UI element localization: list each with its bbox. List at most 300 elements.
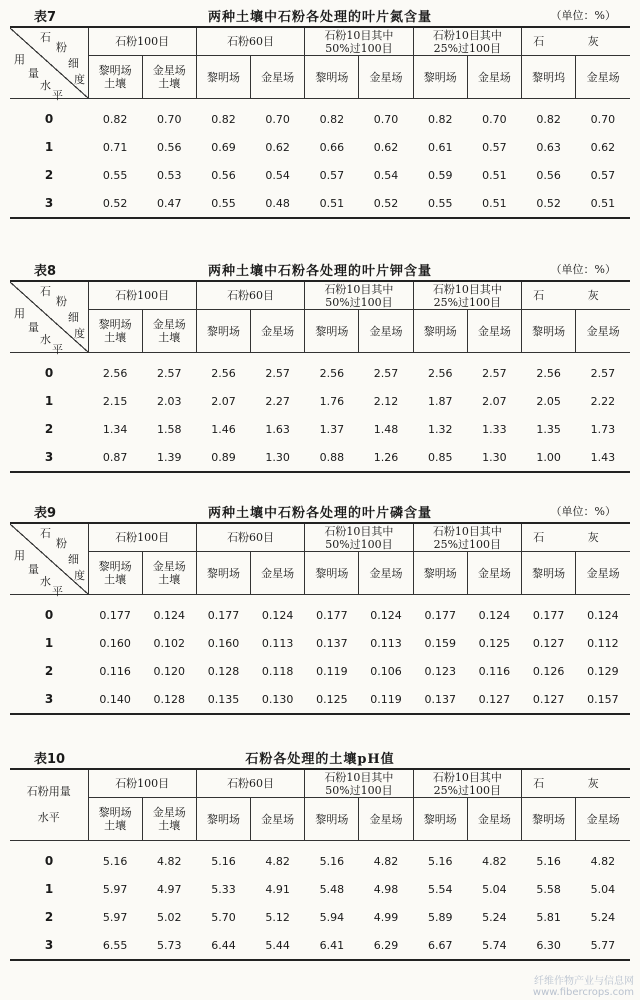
level-cell: 1 <box>44 882 54 896</box>
sub-header: 金星场土壤 <box>142 798 196 841</box>
sub-header: 黎明场 <box>196 310 250 353</box>
table-body <box>10 99 630 219</box>
table-row <box>10 161 630 189</box>
sub-header: 黎明场 <box>413 310 467 353</box>
value-cell: 6.29 <box>373 938 399 952</box>
value-cell: 0.124 <box>153 608 186 622</box>
sub-header: 金星场 <box>359 552 413 595</box>
corner-char: 石 <box>40 31 51 44</box>
value-cell: 2.57 <box>482 366 507 380</box>
value-cell: 0.56 <box>536 168 561 182</box>
value-cell: 1.58 <box>157 422 182 436</box>
group-header: 石 灰 <box>522 769 630 798</box>
value-cell: 1.34 <box>102 422 128 436</box>
value-cell: 1.30 <box>482 450 507 464</box>
value-cell: 0.160 <box>99 636 131 650</box>
value-cell: 0.63 <box>536 140 561 154</box>
value-cell: 5.97 <box>102 910 128 924</box>
corner-char: 平 <box>52 585 63 598</box>
corner-char: 粉 <box>56 41 67 54</box>
value-cell: 0.124 <box>261 608 294 622</box>
value-cell: 5.74 <box>482 938 507 952</box>
table-number: 表9 <box>34 506 57 521</box>
table-row <box>10 415 630 443</box>
value-cell: 0.51 <box>482 168 507 182</box>
value-cell: 1.76 <box>319 394 345 408</box>
table-7-section <box>10 4 630 219</box>
sub-header: 金星场 <box>576 310 630 353</box>
sub-header: 黎明场土壤 <box>88 552 142 595</box>
value-cell: 0.70 <box>265 112 290 126</box>
table-9-caption <box>10 500 630 522</box>
value-cell: 1.26 <box>373 450 399 464</box>
value-cell: 0.124 <box>587 608 619 622</box>
table-title: 石粉各处理的土壤pH值 <box>245 752 395 767</box>
table-row <box>10 685 630 714</box>
value-cell: 1.35 <box>536 422 561 436</box>
group-header: 石 灰 <box>522 523 630 552</box>
corner-char: 细 <box>68 553 79 566</box>
value-cell: 5.58 <box>536 882 561 896</box>
sub-header: 黎明场 <box>196 798 250 841</box>
value-cell: 5.54 <box>427 882 453 896</box>
value-cell: 0.69 <box>211 140 236 154</box>
sub-header: 黎明场 <box>413 56 467 99</box>
value-cell: 5.16 <box>427 854 453 868</box>
value-cell: 6.30 <box>536 938 561 952</box>
group-header: 石粉10目其中50%过100目 <box>305 281 413 310</box>
value-cell: 0.159 <box>424 636 456 650</box>
value-cell: 0.102 <box>153 636 186 650</box>
value-cell: 0.70 <box>373 112 399 126</box>
value-cell: 4.82 <box>157 854 182 868</box>
value-cell: 1.30 <box>265 450 290 464</box>
corner-char: 用 <box>14 549 25 562</box>
table-body <box>10 353 630 473</box>
sub-header: 黎明场 <box>196 56 250 99</box>
value-cell: 5.77 <box>590 938 616 952</box>
group-header: 石粉10目其中25%过100目 <box>413 27 521 56</box>
value-cell: 5.81 <box>536 910 561 924</box>
value-cell: 0.47 <box>157 196 182 210</box>
value-cell: 0.124 <box>478 608 511 622</box>
level-cell: 3 <box>44 196 54 210</box>
table-7-caption <box>10 4 630 26</box>
table-row <box>10 443 630 472</box>
header-corner <box>10 523 88 598</box>
value-cell: 0.87 <box>102 450 128 464</box>
value-cell: 0.57 <box>319 168 345 182</box>
value-cell: 0.119 <box>370 692 402 706</box>
header-corner <box>10 27 88 102</box>
table-body <box>10 595 630 715</box>
sub-header: 金星场 <box>576 798 630 841</box>
value-cell: 0.54 <box>265 168 290 182</box>
corner-char: 用 <box>14 53 25 66</box>
table-8-caption <box>10 258 630 280</box>
level-cell: 2 <box>44 910 54 924</box>
sub-header: 金星场 <box>576 552 630 595</box>
sub-header: 金星场 <box>251 56 305 99</box>
value-cell: 5.04 <box>590 882 616 896</box>
value-cell: 1.48 <box>373 422 399 436</box>
value-cell: 0.82 <box>211 112 236 126</box>
value-cell: 0.51 <box>482 196 507 210</box>
group-header: 石粉100目 <box>88 281 196 310</box>
value-cell: 0.56 <box>157 140 182 154</box>
sub-header: 金星场 <box>359 310 413 353</box>
sub-header: 黎明场 <box>522 552 576 595</box>
sub-header: 黎明场 <box>305 798 359 841</box>
sub-header: 金星场 <box>359 798 413 841</box>
level-cell: 2 <box>44 422 54 436</box>
value-cell: 4.99 <box>373 910 399 924</box>
sub-header: 金星场 <box>467 798 521 841</box>
table-row <box>10 189 630 218</box>
value-cell: 0.127 <box>532 692 565 706</box>
value-cell: 2.27 <box>265 394 290 408</box>
value-cell: 0.71 <box>102 140 128 154</box>
value-cell: 1.37 <box>319 422 345 436</box>
sub-header: 黎明场 <box>413 552 467 595</box>
table-title: 两种土壤中石粉各处理的叶片钾含量 <box>207 264 432 279</box>
value-cell: 0.113 <box>261 636 294 650</box>
table-body <box>10 841 630 961</box>
value-cell: 4.82 <box>482 854 507 868</box>
value-cell: 0.66 <box>319 140 345 154</box>
value-cell: 5.97 <box>102 882 128 896</box>
value-cell: 0.53 <box>157 168 182 182</box>
sub-header: 黎明场土壤 <box>88 798 142 841</box>
level-cell: 0 <box>44 854 54 868</box>
level-cell: 1 <box>44 140 54 154</box>
table-7 <box>10 26 630 219</box>
value-cell: 0.118 <box>261 664 294 678</box>
value-cell: 0.48 <box>265 196 290 210</box>
table-unit: （单位：%） <box>550 505 616 518</box>
table-9 <box>10 522 630 715</box>
sub-header: 黎明场土壤 <box>88 310 142 353</box>
corner-char: 粉 <box>56 295 67 308</box>
table-number: 表8 <box>34 264 57 279</box>
corner-char: 平 <box>52 343 63 356</box>
value-cell: 5.24 <box>590 910 616 924</box>
value-cell: 2.56 <box>536 366 561 380</box>
value-cell: 0.51 <box>590 196 616 210</box>
value-cell: 5.04 <box>482 882 507 896</box>
table-row <box>10 629 630 657</box>
value-cell: 0.57 <box>590 168 616 182</box>
value-cell: 5.73 <box>157 938 182 952</box>
value-cell: 0.70 <box>157 112 182 126</box>
sub-header: 金星场 <box>467 56 521 99</box>
value-cell: 1.43 <box>590 450 616 464</box>
value-cell: 0.120 <box>153 664 186 678</box>
value-cell: 0.89 <box>211 450 236 464</box>
value-cell: 0.157 <box>587 692 619 706</box>
table-row <box>10 875 630 903</box>
value-cell: 0.85 <box>427 450 453 464</box>
corner-char: 石 <box>40 527 51 540</box>
value-cell: 1.73 <box>590 422 616 436</box>
value-cell: 2.57 <box>590 366 616 380</box>
value-cell: 5.70 <box>211 910 236 924</box>
value-cell: 5.44 <box>265 938 290 952</box>
value-cell: 0.57 <box>482 140 507 154</box>
value-cell: 0.124 <box>370 608 402 622</box>
corner-char: 量 <box>28 563 39 576</box>
value-cell: 0.55 <box>211 196 236 210</box>
corner-char: 细 <box>68 311 79 324</box>
value-cell: 0.61 <box>427 140 453 154</box>
value-cell: 0.62 <box>265 140 290 154</box>
value-cell: 2.56 <box>211 366 236 380</box>
table-10-section <box>10 746 630 961</box>
value-cell: 0.62 <box>590 140 616 154</box>
sub-header: 黎明场 <box>522 310 576 353</box>
value-cell: 0.51 <box>319 196 345 210</box>
value-cell: 0.130 <box>261 692 294 706</box>
value-cell: 0.82 <box>319 112 345 126</box>
table-row <box>10 595 630 630</box>
watermark-line: www.fibercrops.com <box>532 987 634 998</box>
value-cell: 0.88 <box>319 450 345 464</box>
corner-char: 度 <box>74 327 85 340</box>
value-cell: 1.33 <box>482 422 507 436</box>
value-cell: 5.24 <box>482 910 507 924</box>
value-cell: 2.07 <box>211 394 236 408</box>
watermark-line: 纤维作物产业与信息网 <box>534 976 634 987</box>
value-cell: 5.16 <box>536 854 561 868</box>
value-cell: 0.177 <box>207 608 240 622</box>
value-cell: 0.127 <box>478 692 511 706</box>
value-cell: 5.16 <box>102 854 128 868</box>
group-header: 石粉60目 <box>196 769 304 798</box>
value-cell: 0.70 <box>590 112 616 126</box>
corner-char: 度 <box>74 73 85 86</box>
sub-header: 金星场 <box>251 310 305 353</box>
level-cell: 3 <box>44 938 54 952</box>
sub-header: 黎明场 <box>305 552 359 595</box>
value-cell: 0.125 <box>316 692 348 706</box>
corner-char: 用 <box>14 307 25 320</box>
sub-header: 黎明场 <box>522 798 576 841</box>
sub-header: 黎明场 <box>196 552 250 595</box>
table-unit: （单位：%） <box>550 9 616 22</box>
level-cell: 0 <box>44 366 54 380</box>
sub-header: 金星场土壤 <box>142 552 196 595</box>
sub-header: 金星场土壤 <box>142 310 196 353</box>
table-title: 两种土壤中石粉各处理的叶片氮含量 <box>207 10 432 25</box>
value-cell: 1.87 <box>427 394 453 408</box>
table-row <box>10 841 630 876</box>
table-8 <box>10 280 630 473</box>
group-header: 石 灰 <box>522 281 630 310</box>
value-cell: 0.52 <box>536 196 561 210</box>
corner-char: 水 <box>40 79 51 92</box>
value-cell: 5.16 <box>211 854 236 868</box>
sub-header: 金星场 <box>467 552 521 595</box>
value-cell: 4.91 <box>265 882 290 896</box>
table-row <box>10 133 630 161</box>
table-number: 表10 <box>34 752 66 767</box>
value-cell: 0.119 <box>316 664 348 678</box>
value-cell: 2.05 <box>536 394 561 408</box>
sub-header: 黎明场土壤 <box>88 56 142 99</box>
value-cell: 0.128 <box>153 692 186 706</box>
sub-header: 黎明场 <box>305 56 359 99</box>
group-header: 石粉10目其中50%过100目 <box>305 769 413 798</box>
corner-char: 粉 <box>56 537 67 550</box>
group-header: 石粉100目 <box>88 769 196 798</box>
value-cell: 0.113 <box>370 636 402 650</box>
value-cell: 0.116 <box>99 664 131 678</box>
value-cell: 0.137 <box>316 636 348 650</box>
corner-char: 水 <box>40 575 51 588</box>
level-cell: 3 <box>44 692 54 706</box>
corner-char: 量 <box>28 67 39 80</box>
sub-header: 金星场 <box>467 310 521 353</box>
value-cell: 2.22 <box>590 394 616 408</box>
level-cell: 3 <box>44 450 54 464</box>
table-10-caption <box>10 746 630 768</box>
group-header: 石粉60目 <box>196 523 304 552</box>
value-cell: 0.56 <box>211 168 236 182</box>
value-cell: 5.94 <box>319 910 345 924</box>
value-cell: 0.160 <box>207 636 240 650</box>
corner-char: 平 <box>52 89 63 102</box>
value-cell: 2.07 <box>482 394 507 408</box>
value-cell: 2.57 <box>265 366 290 380</box>
value-cell: 0.137 <box>424 692 456 706</box>
corner-char: 水 <box>40 333 51 346</box>
value-cell: 5.89 <box>427 910 453 924</box>
table-row <box>10 353 630 388</box>
sub-header: 金星场 <box>576 56 630 99</box>
value-cell: 4.82 <box>373 854 399 868</box>
value-cell: 2.56 <box>102 366 128 380</box>
value-cell: 4.97 <box>157 882 182 896</box>
value-cell: 6.55 <box>102 938 128 952</box>
level-cell: 2 <box>44 168 54 182</box>
value-cell: 0.62 <box>373 140 399 154</box>
value-cell: 0.106 <box>370 664 402 678</box>
corner-char: 石 <box>40 285 51 298</box>
value-cell: 0.70 <box>482 112 507 126</box>
value-cell: 0.112 <box>587 636 619 650</box>
sub-header: 黎明场 <box>305 310 359 353</box>
value-cell: 4.98 <box>373 882 399 896</box>
value-cell: 0.82 <box>102 112 128 126</box>
value-cell: 0.125 <box>478 636 511 650</box>
value-cell: 6.44 <box>211 938 236 952</box>
value-cell: 0.82 <box>536 112 561 126</box>
value-cell: 1.00 <box>536 450 561 464</box>
value-cell: 5.12 <box>265 910 290 924</box>
value-cell: 0.177 <box>424 608 456 622</box>
sub-header: 金星场 <box>359 56 413 99</box>
value-cell: 0.54 <box>373 168 399 182</box>
value-cell: 6.41 <box>319 938 345 952</box>
value-cell: 5.02 <box>157 910 182 924</box>
value-cell: 0.126 <box>532 664 565 678</box>
value-cell: 0.135 <box>207 692 240 706</box>
group-header: 石粉10目其中25%过100目 <box>413 769 521 798</box>
table-unit: （单位：%） <box>550 263 616 276</box>
value-cell: 0.140 <box>99 692 131 706</box>
group-header: 石 灰 <box>522 27 630 56</box>
value-cell: 0.82 <box>427 112 453 126</box>
value-cell: 1.63 <box>265 422 290 436</box>
level-cell: 0 <box>44 608 54 622</box>
value-cell: 5.48 <box>319 882 345 896</box>
level-cell: 0 <box>44 112 54 126</box>
group-header: 石粉10目其中50%过100目 <box>305 27 413 56</box>
table-10 <box>10 768 630 961</box>
value-cell: 0.55 <box>427 196 453 210</box>
value-cell: 0.129 <box>587 664 619 678</box>
value-cell: 0.128 <box>207 664 240 678</box>
value-cell: 0.55 <box>102 168 128 182</box>
value-cell: 4.82 <box>590 854 616 868</box>
value-cell: 2.57 <box>373 366 399 380</box>
table-9-section <box>10 500 630 715</box>
value-cell: 5.33 <box>211 882 236 896</box>
table-number: 表7 <box>34 10 57 25</box>
value-cell: 2.12 <box>373 394 399 408</box>
value-cell: 1.32 <box>427 422 453 436</box>
level-cell: 2 <box>44 664 54 678</box>
group-header: 石粉100目 <box>88 27 196 56</box>
table-row <box>10 903 630 931</box>
sub-header: 金星场 <box>251 552 305 595</box>
value-cell: 0.59 <box>427 168 453 182</box>
corner-char: 细 <box>68 57 79 70</box>
value-cell: 0.52 <box>102 196 128 210</box>
corner-char: 度 <box>74 569 85 582</box>
value-cell: 4.82 <box>265 854 290 868</box>
value-cell: 0.127 <box>532 636 565 650</box>
sub-header: 黎明场 <box>413 798 467 841</box>
value-cell: 2.56 <box>319 366 345 380</box>
value-cell: 0.116 <box>478 664 511 678</box>
value-cell: 2.15 <box>102 394 128 408</box>
value-cell: 0.177 <box>99 608 131 622</box>
value-cell: 0.177 <box>316 608 348 622</box>
header-corner <box>10 281 88 356</box>
group-header: 石粉60目 <box>196 281 304 310</box>
table-row <box>10 657 630 685</box>
table-title: 两种土壤中石粉各处理的叶片磷含量 <box>207 506 432 521</box>
group-header: 石粉10目其中25%过100目 <box>413 281 521 310</box>
table-row <box>10 99 630 134</box>
sub-header: 黎明坞 <box>522 56 576 99</box>
value-cell: 0.123 <box>424 664 456 678</box>
group-header: 石粉10目其中25%过100目 <box>413 523 521 552</box>
group-header: 石粉10目其中50%过100目 <box>305 523 413 552</box>
value-cell: 2.03 <box>157 394 182 408</box>
watermark <box>533 976 634 998</box>
table-row <box>10 931 630 960</box>
corner-char: 量 <box>28 321 39 334</box>
value-cell: 0.52 <box>373 196 399 210</box>
header-corner: 石粉用量水平 <box>10 769 88 841</box>
table-row <box>10 387 630 415</box>
value-cell: 1.46 <box>211 422 236 436</box>
value-cell: 5.16 <box>319 854 345 868</box>
sub-header: 金星场 <box>251 798 305 841</box>
sub-header: 金星场土壤 <box>142 56 196 99</box>
